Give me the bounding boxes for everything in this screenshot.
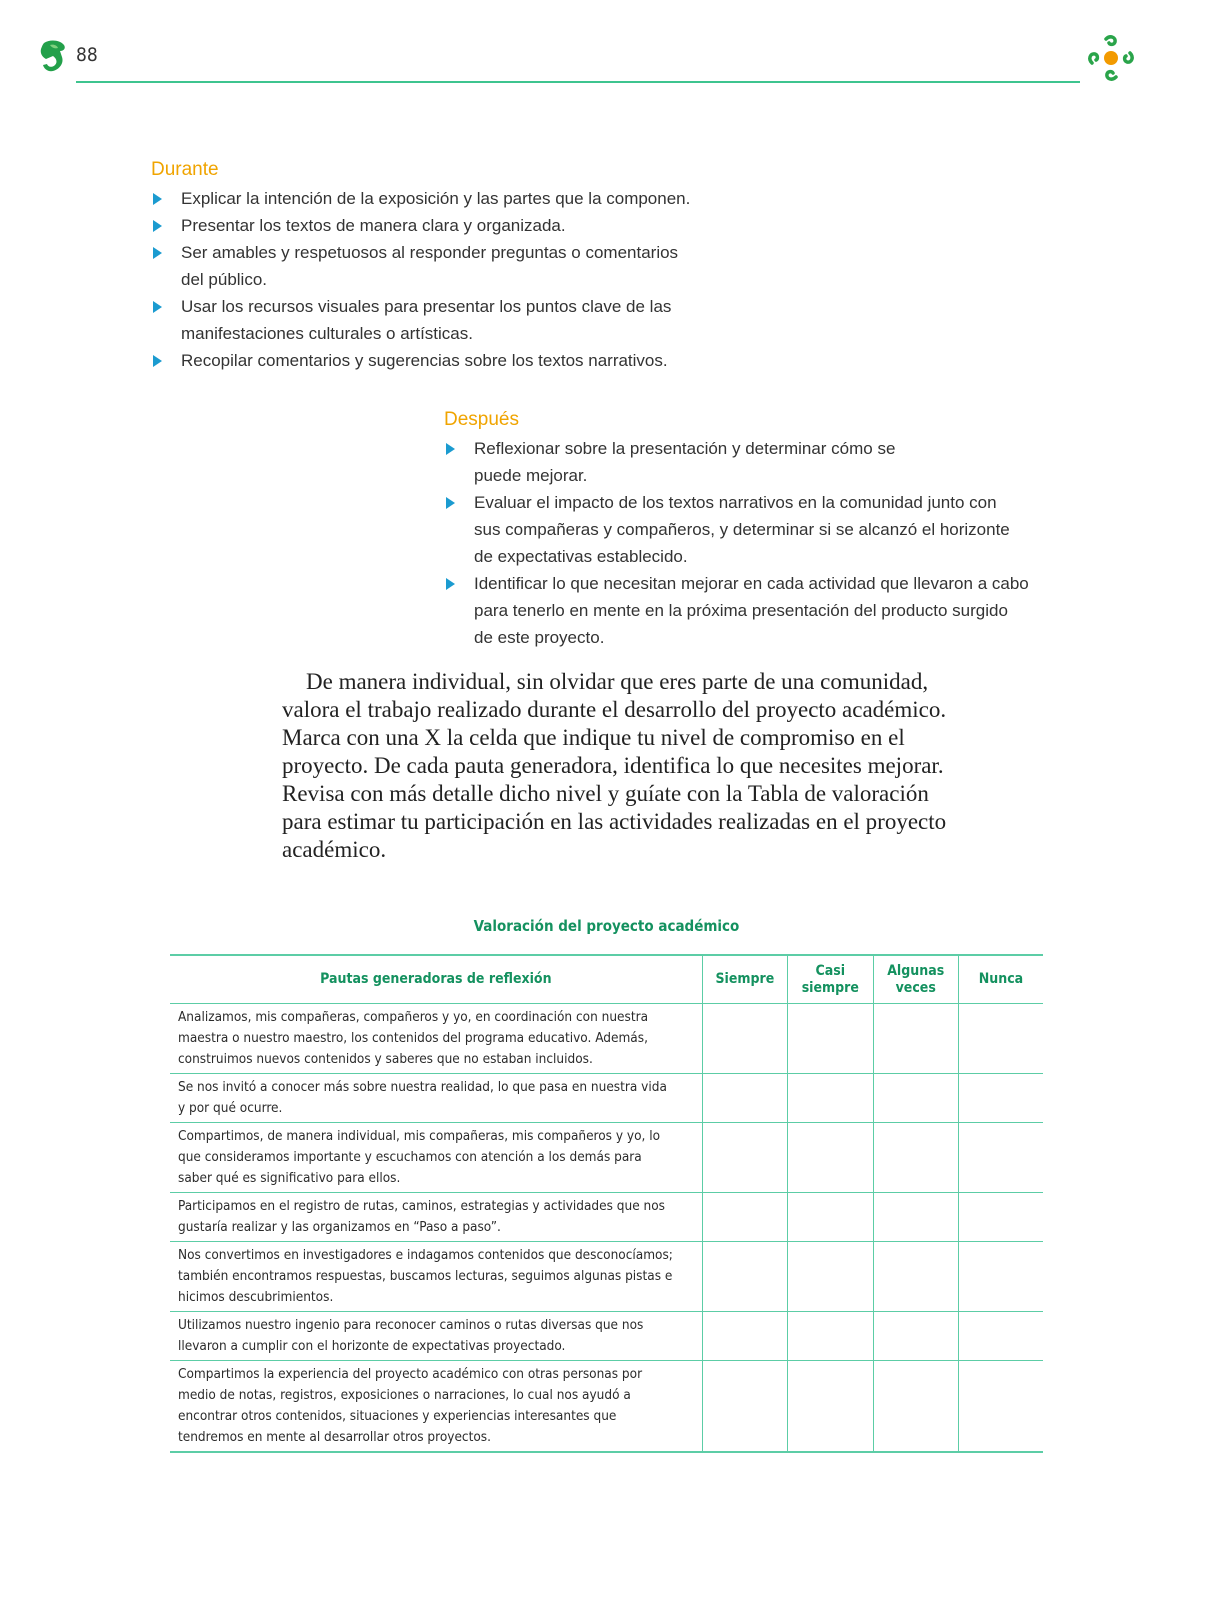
table-row: [170, 1361, 1043, 1453]
bullet-triangle-icon: [446, 443, 455, 455]
cell-nunca[interactable]: [958, 1193, 1043, 1242]
cell-siempre[interactable]: [702, 1193, 787, 1242]
pauta-text: Analizamos, mis compañeras, compañeros y yo, en coordinación con nuestra maestra o nuestro maestro, los contenidos del programa educativo. Además, construimos nuevos contenidos y saberes que no estaban incluidos.: [170, 1004, 702, 1074]
cell-algunas-veces[interactable]: [873, 1242, 958, 1312]
cell-algunas-veces[interactable]: [873, 1123, 958, 1193]
cell-algunas-veces[interactable]: [873, 1074, 958, 1123]
table-row: [170, 1242, 1043, 1312]
durante-title: Durante: [151, 159, 219, 180]
bullet-triangle-icon: [153, 220, 162, 232]
page-number: 88: [76, 44, 98, 66]
cell-nunca[interactable]: [958, 1074, 1043, 1123]
cell-siempre[interactable]: [702, 1312, 787, 1361]
flower-emblem-icon: [1086, 33, 1136, 88]
pauta-text: Compartimos, de manera individual, mis compañeras, mis compañeros y yo, lo que consideramos importante y escuchamos con atención a los demás para saber qué es significativo para ellos.: [170, 1123, 702, 1193]
valoracion-table: [170, 954, 1043, 1453]
list-item: Recopilar comentarios y sugerencias sobre los textos narrativos.: [151, 347, 721, 374]
cell-casi-siempre[interactable]: [788, 1242, 873, 1312]
bullet-triangle-icon: [446, 497, 455, 509]
cell-siempre[interactable]: [702, 1361, 787, 1453]
list-item: Usar los recursos visuales para presentar los puntos clave de las manifestaciones culturales o artísticas.: [151, 293, 691, 347]
cell-algunas-veces[interactable]: [873, 1312, 958, 1361]
table-row: [170, 1193, 1043, 1242]
cell-nunca[interactable]: [958, 1312, 1043, 1361]
bullet-triangle-icon: [446, 578, 455, 590]
despues-list: [444, 435, 1029, 651]
cell-siempre[interactable]: [702, 1004, 787, 1074]
header-casi-siempre: Casi siempre: [788, 955, 873, 1004]
table-title: Valoración del proyecto académico: [473, 917, 740, 935]
pauta-text: Compartimos la experiencia del proyecto académico con otras personas por medio de notas, registros, exposiciones o narraciones, lo cual nos ayudó a encontrar otros contenidos, situaciones y experiencias interesantes que tendremos en mente al desarrollar otros proyectos.: [170, 1361, 702, 1453]
bullet-triangle-icon: [153, 301, 162, 313]
cell-siempre[interactable]: [702, 1123, 787, 1193]
cell-algunas-veces[interactable]: [873, 1004, 958, 1074]
instruction-paragraph: De manera individual, sin olvidar que eres parte de una comunidad, valora el trabajo realizado durante el desarrollo del proyecto académico. Marca con una X la celda que indique tu nivel de compromiso en el proyecto. De cada pauta generadora, identifica lo que necesites mejorar. Revisa con más detalle dicho nivel y guíate con la Tabla de valoración para estimar tu participación en las actividades realizadas en el proyecto académico.: [282, 669, 947, 862]
cell-casi-siempre[interactable]: [788, 1193, 873, 1242]
durante-section: [151, 157, 751, 374]
bullet-triangle-icon: [153, 247, 162, 259]
despues-title: Después: [444, 409, 519, 430]
header-algunas-veces: Algunas veces: [873, 955, 958, 1004]
table-row: [170, 1123, 1043, 1193]
cell-algunas-veces[interactable]: [873, 1361, 958, 1453]
cell-casi-siempre[interactable]: [788, 1123, 873, 1193]
list-item: Reflexionar sobre la presentación y determinar cómo se puede mejorar.: [444, 435, 914, 489]
pauta-text: Participamos en el registro de rutas, caminos, estrategias y actividades que nos gustaría realizar y las organizamos en “Paso a paso”.: [170, 1193, 702, 1242]
list-item: Explicar la intención de la exposición y las partes que la componen.: [151, 185, 721, 212]
header-pautas: Pautas generadoras de reflexión: [170, 955, 702, 1004]
cell-nunca[interactable]: [958, 1004, 1043, 1074]
list-item: Presentar los textos de manera clara y organizada.: [151, 212, 721, 239]
cell-casi-siempre[interactable]: [788, 1004, 873, 1074]
cell-nunca[interactable]: [958, 1123, 1043, 1193]
pauta-text: Utilizamos nuestro ingenio para reconocer caminos o rutas diversas que nos llevaron a cumplir con el horizonte de expectativas proyectado.: [170, 1312, 702, 1361]
header-nunca: Nunca: [958, 955, 1043, 1004]
cell-casi-siempre[interactable]: [788, 1361, 873, 1453]
pauta-text: Se nos invitó a conocer más sobre nuestra realidad, lo que pasa en nuestra vida y por qué ocurre.: [170, 1074, 702, 1123]
table-header-row: [170, 955, 1043, 1004]
list-item: Identificar lo que necesitan mejorar en cada actividad que llevaron a cabo para tenerlo en mente en la próxima presentación del producto surgido de este proyecto.: [444, 570, 1029, 651]
cell-casi-siempre[interactable]: [788, 1312, 873, 1361]
durante-list: [151, 185, 751, 374]
header-divider: [76, 81, 1080, 83]
bullet-triangle-icon: [153, 355, 162, 367]
list-item: Evaluar el impacto de los textos narrativos en la comunidad junto con sus compañeras y compañeros, y determinar si se alcanzó el horizonte de expectativas establecido.: [444, 489, 1014, 570]
list-item: Ser amables y respetuosos al responder preguntas o comentarios del público.: [151, 239, 691, 293]
table-row: [170, 1004, 1043, 1074]
cell-algunas-veces[interactable]: [873, 1193, 958, 1242]
cell-siempre[interactable]: [702, 1242, 787, 1312]
bullet-triangle-icon: [153, 193, 162, 205]
header-siempre: Siempre: [702, 955, 787, 1004]
table-row: [170, 1312, 1043, 1361]
cell-casi-siempre[interactable]: [788, 1074, 873, 1123]
table-row: [170, 1074, 1043, 1123]
green-figure-logo-icon: [38, 39, 68, 78]
cell-nunca[interactable]: [958, 1242, 1043, 1312]
cell-nunca[interactable]: [958, 1361, 1043, 1453]
despues-section: [444, 407, 1029, 651]
pauta-text: Nos convertimos en investigadores e indagamos contenidos que desconocíamos; también encontramos respuestas, buscamos lecturas, seguimos algunas pistas e hicimos descubrimientos.: [170, 1242, 702, 1312]
cell-siempre[interactable]: [702, 1074, 787, 1123]
